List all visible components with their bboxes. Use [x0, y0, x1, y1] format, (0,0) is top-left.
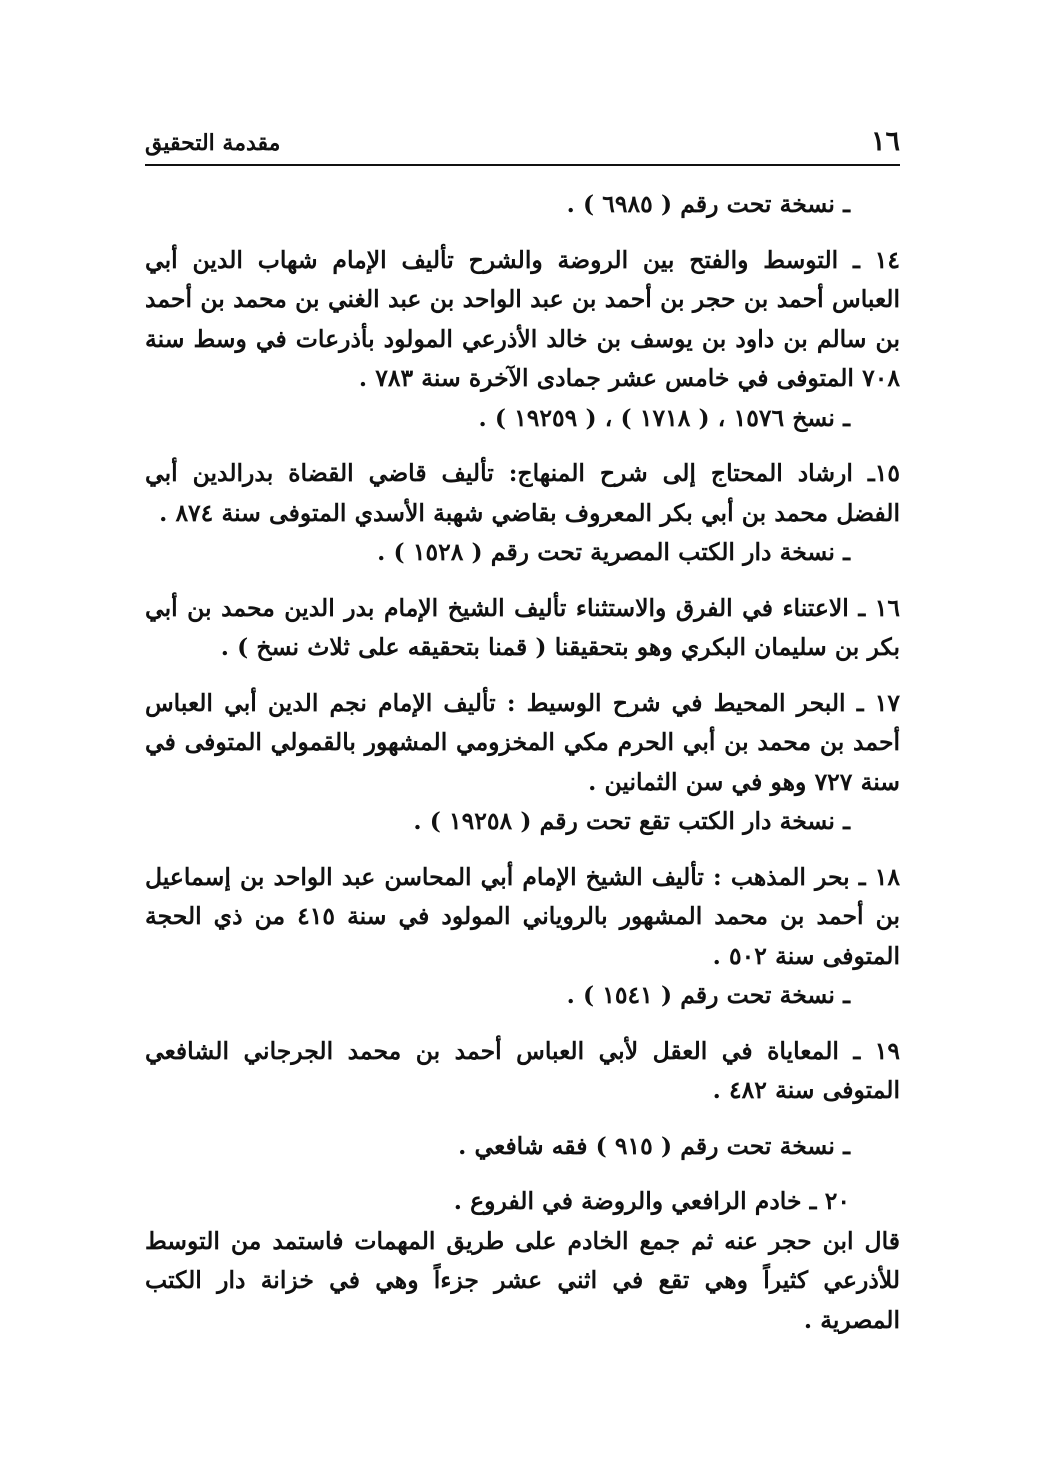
entry-text: ١٦ ـ الاعتناء في الفرق والاستثناء تأليف الشيخ الإمام بدر الدين محمد بن أبي بكر بن سليمان البكري وهو بتحقيقنا ( قمنا بتحقيقه على ثلاث نسخ ) .	[145, 593, 900, 661]
entry-19	[145, 1032, 900, 1167]
entry-17	[145, 684, 900, 842]
copy-line: ـ نسخ ١٥٧٦ ، ( ١٧١٨ ) ، ( ١٩٢٥٩ ) .	[478, 403, 850, 432]
entry-text: قال ابن حجر عنه ثم جمع الخادم على طريق المهمات فاستمد من التوسط للأذرعي كثيراً وهي تقع في اثني عشر جزءاً وهي في خزانة دار الكتب المصرية .	[145, 1226, 900, 1334]
entry-text: ١٥ـ ارشاد المحتاج إلى شرح المنهاج: تأليف قاضي القضاة بدرالدين أبي الفضل محمد بن أبي بكر المعروف بقاضي شهبة الأسدي المتوفى سنة ٨٧٤ .	[145, 459, 900, 527]
entry-title: ٢٠ ـ خادم الرافعي والروضة في الفروع .	[453, 1187, 850, 1215]
copy-line: ـ نسخة دار الكتب المصرية تحت رقم ( ١٥٢٨ ) .	[377, 538, 850, 566]
entry-text: ١٩ ـ المعاياة في العقل لأبي العباس أحمد بن محمد الجرجاني الشافعي المتوفى سنة ٤٨٢ .	[145, 1036, 900, 1104]
copy-line: ـ نسخة تحت رقم ( ٦٩٨٥ ) .	[566, 190, 850, 218]
entry-text: ١٨ ـ بحر المذهب : تأليف الشيخ الإمام أبي المحاسن عبد الواحد بن إسماعيل بن أحمد بن محمد المشهور بالروياني المولود في سنة ٤١٥ من ذي الحجة المتوفى سنة ٥٠٢ .	[145, 862, 900, 970]
copy-line: ـ نسخة دار الكتب تقع تحت رقم ( ١٩٢٥٨ ) .	[413, 807, 850, 835]
page-number: ١٦	[870, 126, 900, 157]
entry-15	[145, 454, 900, 573]
running-title: مقدمة التحقيق	[145, 130, 281, 156]
page-header	[145, 120, 900, 166]
entry-14	[145, 241, 900, 439]
entry-text: ١٤ ـ التوسط والفتح بين الروضة والشرح تأليف الإمام شهاب الدين أبي العباس أحمد بن حجر بن أحمد بن عبد الواحد بن عبد الغني بن محمد بن أحمد بن سالم بن داود بن يوسف بن خالد الأذرعي المولود بأذرعات في وسط سنة ٧٠٨ المتوفى في خامس عشر جمادى الآخرة سنة ٧٨٣ .	[145, 245, 900, 392]
entry-text: ١٧ ـ البحر المحيط في شرح الوسيط : تأليف الإمام نجم الدين أبي العباس أحمد بن محمد بن أبي الحرم مكي المخزومي المشهور بالقمولي المتوفى في سنة ٧٢٧ وهو في سن الثمانين .	[145, 688, 900, 796]
copy-line: ـ نسخة تحت رقم ( ٩١٥ ) فقه شافعي .	[458, 1131, 850, 1160]
entry-20	[145, 1182, 900, 1340]
copy-line: ـ نسخة تحت رقم ( ١٥٤١ ) .	[566, 981, 850, 1009]
entry-18	[145, 858, 900, 1016]
entry-16	[145, 589, 900, 668]
page-body	[145, 185, 900, 1340]
